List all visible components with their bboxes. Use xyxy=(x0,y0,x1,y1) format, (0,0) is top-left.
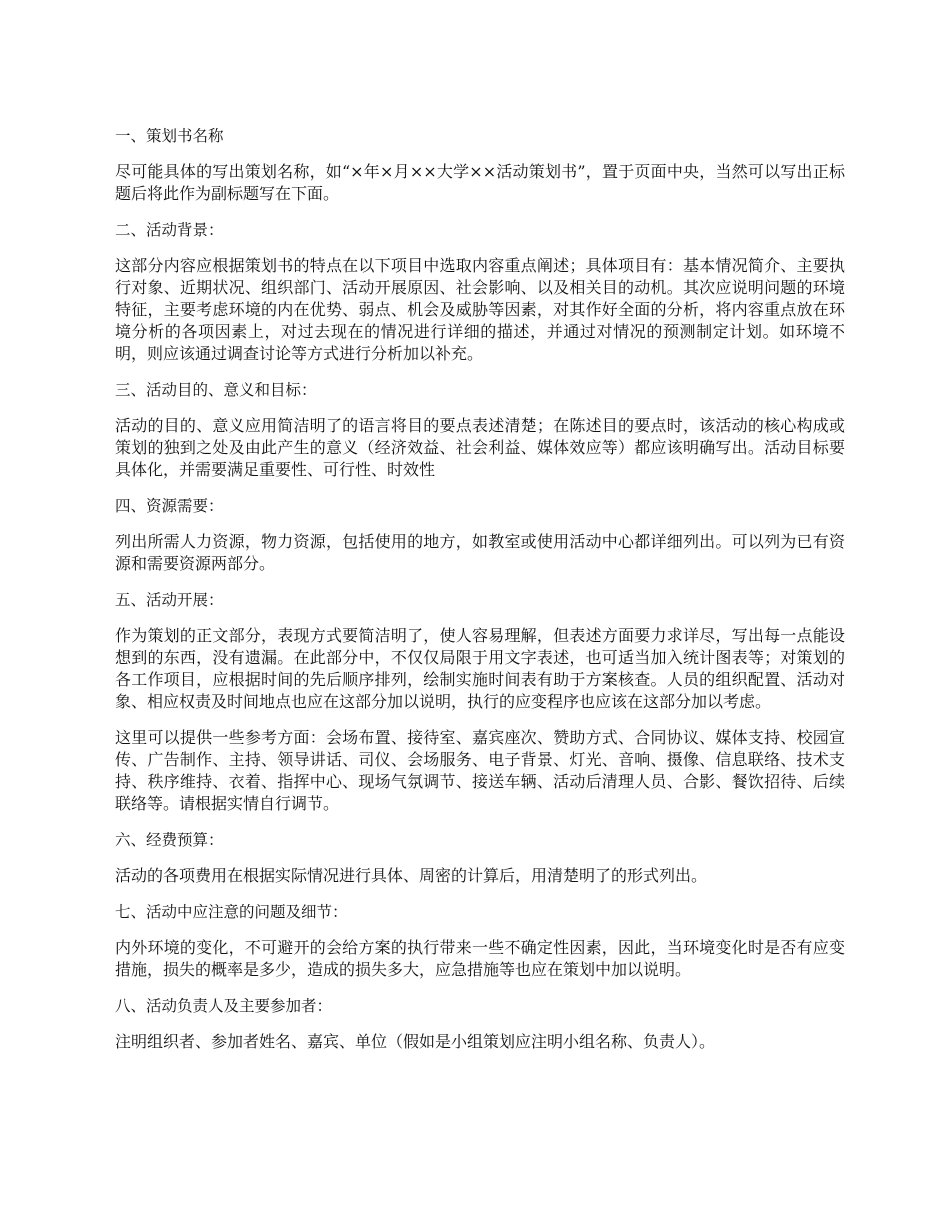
document-page xyxy=(115,125,845,1067)
section-body-personnel: 注明组织者、参加者姓名、嘉宾、单位（假如是小组策划应注明小组名称、负责人）。 xyxy=(115,1032,716,1051)
section-heading-budget: 六、经费预算： xyxy=(115,831,224,849)
section-body-budget: 活动的各项费用在根据实际情况进行具体、周密的计算后，用清楚明了的形式列出。 xyxy=(115,866,708,885)
section-heading-personnel: 八、活动负责人及主要参加者： xyxy=(115,997,333,1015)
section-body-purpose: 活动的目的、意义应用简洁明了的语言将目的要点表述清楚；在陈述目的要点时，该活动的核心构成或策划的独到之处及由此产生的意义（经济效益、社会利益、媒体效应等）都应该明确写出。活动目标要具体化，并需要满足重要性、可行性、时效性 xyxy=(115,416,845,479)
section-heading-background: 二、活动背景： xyxy=(115,221,224,239)
section-body-background: 这部分内容应根据策划书的特点在以下项目中选取内容重点阐述；具体项目有：基本情况简介、主要执行对象、近期状况、组织部门、活动开展原因、社会影响、以及相关目的动机。其次应说明问题的环境特征，主要考虑环境的内在优势、弱点、机会及威胁等因素，对其作好全面的分析，将内容重点放在环境分析的各项因素上，对过去现在的情况进行详细的描述，并通过对情况的预测制定计划。如环境不明，则应该通过调查讨论等方式进行分析加以补充。 xyxy=(115,256,845,363)
section-heading-purpose: 三、活动目的、意义和目标： xyxy=(115,381,317,399)
section-body-resources: 列出所需人力资源，物力资源，包括使用的地方，如教室或使用活动中心都详细列出。可以列为已有资源和需要资源两部分。 xyxy=(115,532,845,573)
section-body-activity: 作为策划的正文部分，表现方式要简洁明了，使人容易理解，但表述方面要力求详尽，写出每一点能设想到的东西，没有遗漏。在此部分中，不仅仅局限于用文字表述，也可适当加入统计图表等；对策划的各工作项目，应根据时间的先后顺序排列，绘制实施时间表有助于方案核查。人员的组织配置、活动对象、相应权责及时间地点也应在这部分加以说明，执行的应变程序也应该在这部分加以考虑。 xyxy=(115,626,845,711)
section-body-plan-title: 尽可能具体的写出策划名称，如“×年×月××大学××活动策划书”，置于页面中央，当然可以写出正标题后将此作为副标题写在下面。 xyxy=(115,162,845,203)
section-heading-resources: 四、资源需要： xyxy=(115,497,224,515)
section-body-issues: 内外环境的变化，不可避开的会给方案的执行带来一些不确定性因素，因此，当环境变化时是否有应变措施，损失的概率是多少，造成的损失多大，应急措施等也应在策划中加以说明。 xyxy=(115,938,845,979)
section-heading-activity: 五、活动开展： xyxy=(115,591,224,609)
section-heading-plan-title: 一、策划书名称 xyxy=(115,127,224,145)
section-body-activity-references: 这里可以提供一些参考方面：会场布置、接待室、嘉宾座次、赞助方式、合同协议、媒体支持、校园宣传、广告制作、主持、领导讲话、司仪、会场服务、电子背景、灯光、音响、摄像、信息联络、技术支持、秩序维持、衣着、指挥中心、现场气氛调节、接送车辆、活动后清理人员、合影、餐饮招待、后续联络等。请根据实情自行调节。 xyxy=(115,728,845,813)
section-heading-issues: 七、活动中应注意的问题及细节： xyxy=(115,903,348,921)
